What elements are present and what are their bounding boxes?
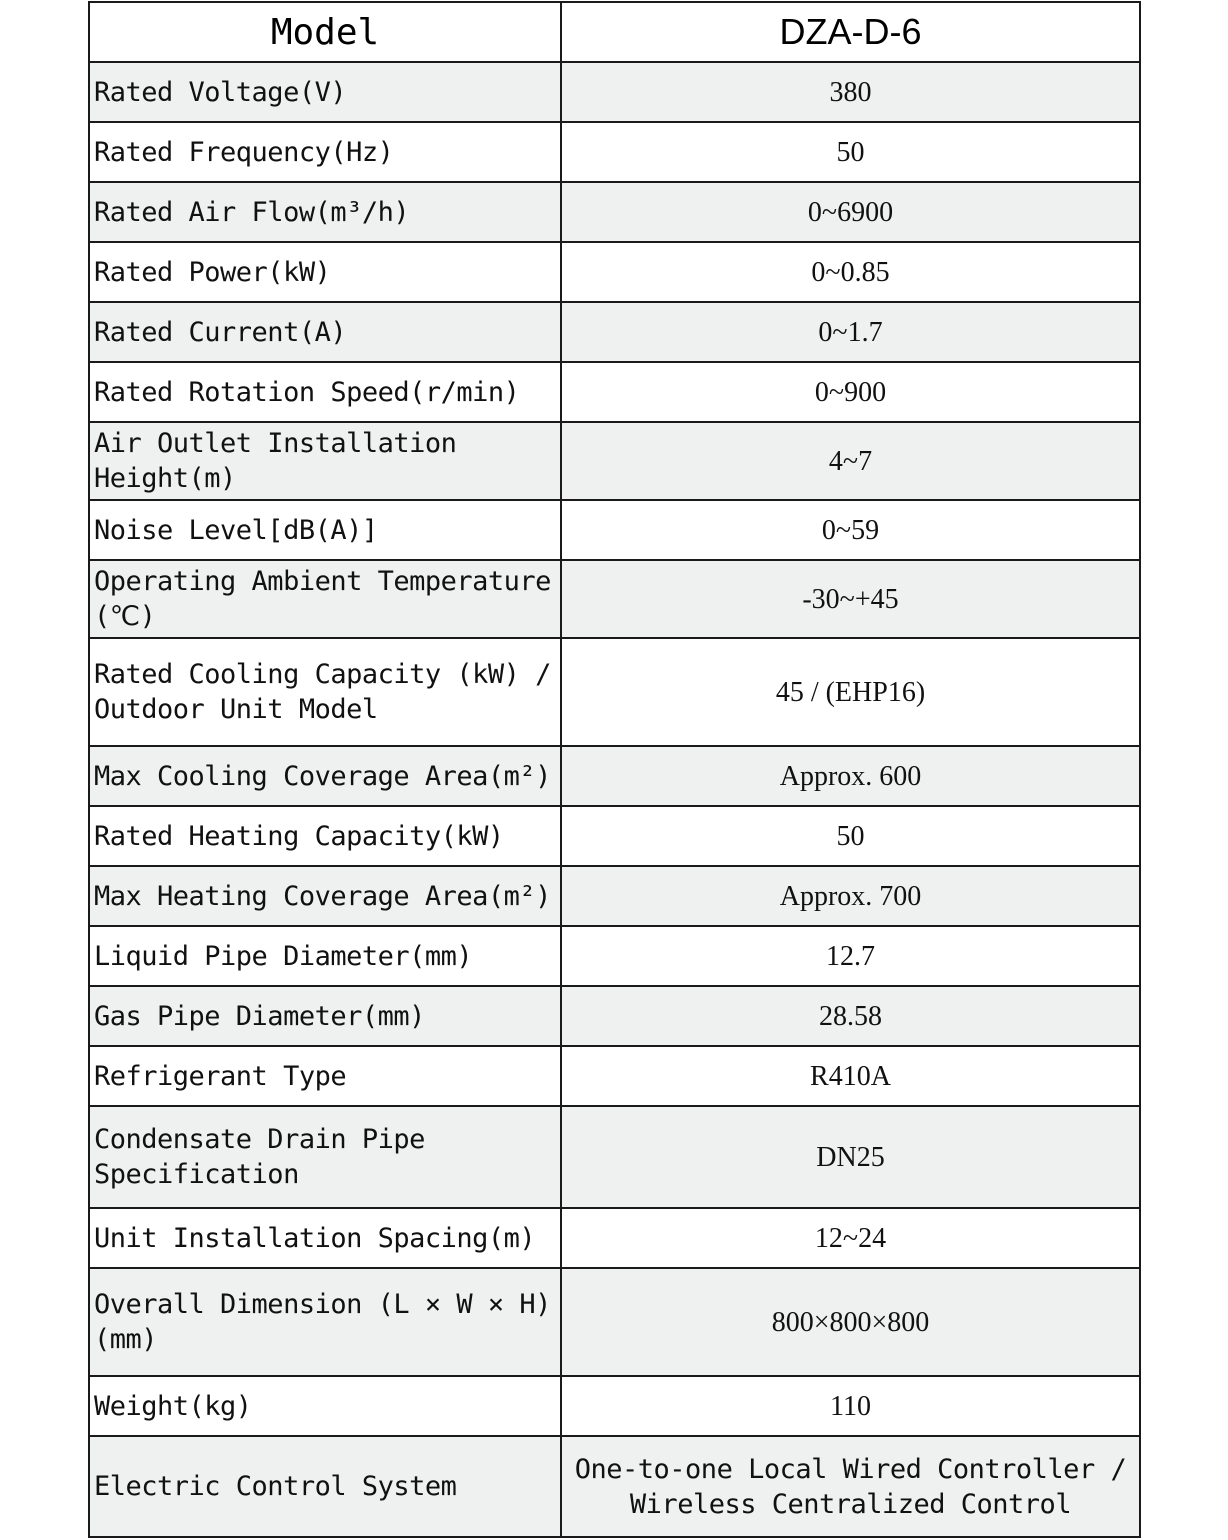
row-label: Max Cooling Coverage Area(m²)	[89, 746, 561, 806]
table-row	[89, 560, 1140, 638]
row-value: 12.7	[561, 926, 1140, 986]
row-value: 45 / (EHP16)	[561, 638, 1140, 746]
row-label: Air Outlet Installation Height(m)	[89, 422, 561, 500]
row-label: Rated Frequency(Hz)	[89, 122, 561, 182]
row-label: Rated Air Flow(m³/h)	[89, 182, 561, 242]
table-row	[89, 1268, 1140, 1376]
row-label: Rated Current(A)	[89, 302, 561, 362]
table-row	[89, 746, 1140, 806]
row-value: 0~900	[561, 362, 1140, 422]
table-header-row	[89, 2, 1140, 62]
table-row	[89, 500, 1140, 560]
table-row	[89, 1436, 1140, 1537]
row-label: Operating Ambient Temperature (℃)	[89, 560, 561, 638]
row-value: 12~24	[561, 1208, 1140, 1268]
row-value: 0~0.85	[561, 242, 1140, 302]
table-row	[89, 242, 1140, 302]
row-value: One-to-one Local Wired Controller / Wireless Centralized Control	[561, 1436, 1140, 1537]
row-value: 110	[561, 1376, 1140, 1436]
row-label: Weight(kg)	[89, 1376, 561, 1436]
table-row	[89, 866, 1140, 926]
row-value: Approx. 600	[561, 746, 1140, 806]
row-value: 0~59	[561, 500, 1140, 560]
table-row	[89, 1208, 1140, 1268]
row-label: Rated Heating Capacity(kW)	[89, 806, 561, 866]
row-label: Condensate Drain Pipe Specification	[89, 1106, 561, 1208]
row-label: Rated Cooling Capacity (kW) / Outdoor Unit Model	[89, 638, 561, 746]
row-value: 800×800×800	[561, 1268, 1140, 1376]
table-row	[89, 926, 1140, 986]
row-label: Gas Pipe Diameter(mm)	[89, 986, 561, 1046]
table-row	[89, 986, 1140, 1046]
table-row	[89, 806, 1140, 866]
row-label: Overall Dimension (L × W × H)(mm)	[89, 1268, 561, 1376]
row-value: 4~7	[561, 422, 1140, 500]
table-row	[89, 1106, 1140, 1208]
row-label: Electric Control System	[89, 1436, 561, 1537]
row-label: Rated Power(kW)	[89, 242, 561, 302]
row-value: 28.58	[561, 986, 1140, 1046]
row-label: Rated Voltage(V)	[89, 62, 561, 122]
row-label: Rated Rotation Speed(r/min)	[89, 362, 561, 422]
row-value: Approx. 700	[561, 866, 1140, 926]
row-label: Refrigerant Type	[89, 1046, 561, 1106]
spec-table	[88, 1, 1141, 1538]
table-row	[89, 362, 1140, 422]
row-value: 0~6900	[561, 182, 1140, 242]
header-model-value: DZA-D-6	[561, 2, 1140, 62]
row-value: 380	[561, 62, 1140, 122]
row-label: Noise Level[dB(A)]	[89, 500, 561, 560]
table-row	[89, 122, 1140, 182]
table-row	[89, 638, 1140, 746]
row-value: R410A	[561, 1046, 1140, 1106]
table-row	[89, 1376, 1140, 1436]
table-row	[89, 1046, 1140, 1106]
header-label: Model	[89, 2, 561, 62]
table-row	[89, 422, 1140, 500]
table-row	[89, 302, 1140, 362]
row-value: 50	[561, 806, 1140, 866]
row-value: DN25	[561, 1106, 1140, 1208]
row-label: Liquid Pipe Diameter(mm)	[89, 926, 561, 986]
row-value: 0~1.7	[561, 302, 1140, 362]
table-row	[89, 182, 1140, 242]
row-value: 50	[561, 122, 1140, 182]
row-value: -30~+45	[561, 560, 1140, 638]
row-label: Max Heating Coverage Area(m²)	[89, 866, 561, 926]
row-label: Unit Installation Spacing(m)	[89, 1208, 561, 1268]
table-row	[89, 62, 1140, 122]
